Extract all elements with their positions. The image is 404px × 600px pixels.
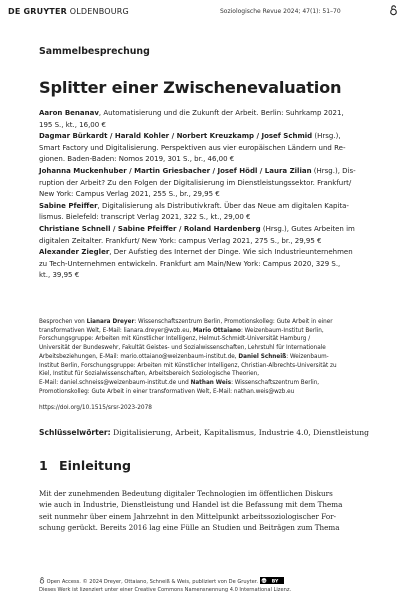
license-line: Dieses Werk ist lizenziert unter einer Creative Commons Namensnennung 4.0 International Lizenz. [39,587,292,593]
license-footer [39,577,291,594]
book-reference: Sabine Pfeiffer, Digitalisierung als Distributivkraft. Über das Neue am digitalen Kapita- [39,201,349,210]
keywords-list: Digitalisierung, Arbeit, Kapitalismus, Industrie 4.0, Dienstleistung [110,428,369,437]
reviewer-name: Lianara Dreyer [86,319,135,325]
body-text [39,488,359,534]
book-reference: Christiane Schnell / Sabine Pfeiffer / Roland Hardenberg (Hrsg.), Gutes Arbeiten im [39,224,355,233]
cc-license-icon [260,577,284,584]
svg-text:cc: cc [261,579,266,583]
book-reference: Aaron Benanav, Automatisierung und die Zukunft der Arbeit. Berlin: Suhrkamp 2021, [39,109,344,117]
journal-citation: Soziologische Revue 2024; 47(1): 51–70 [220,8,341,15]
publisher-name: DE GRUYTER [8,7,67,16]
article-title: Splitter einer Zwischenevaluation [39,78,342,97]
reviewed-books-list: Aaron Benanav, Automatisierung und die Zukunft der Arbeit. Berlin: Suhrkamp 2021, 195 S., kt., 16,00 € Dagmar Bürkardt / Harald Kohler / Norbert Kreuzkamp / Josef Schmid (Hrsg.), Smart Factory und Digitalisierung. Perspektiven aus vier europäischen Ländern und Re- gionen. Baden-Baden: Nomos 2019, 301 S., br., 46,00 € Johanna Muckenhuber / Martin Griesbacher / Josef Hödl / Laura Zilian (Hrsg.), Dis- ruption der Arbeit? Zu den Folgen der Digitalisierung im Dienstleistungssektor. Frankfurt/ New York: Campus Verlag 2021, 255 S., br., 29,95 € Sabine Pfeiffer, Digitalisierung als Distributivkraft. Über das Neue am digitalen Kapita- lismus. Bielefeld: transcript Verlag 2021, 322 S., kt., 29,00 € Christiane Schnell / Sabine Pfeiffer / Roland Hardenberg (Hrsg.), Gutes Arbeiten im digitalen Zeitalter. Frankfurt/ New York: campus Verlag 2021, 275 S., br., 29,95 € Alexander Ziegler, Der Aufstieg des Internet der Dinge. Wie sich Industrieunternehmen zu Tech-Unternehmen entwickeln. Frankfurt am Main/New York: Campus 2020, 329 S., kt., 39,95 € [39,108,359,282]
reviewer-affiliations: Besprochen von Lianara Dreyer: Wissenschaftszentrum Berlin, Promotionskolleg: Gute Arbeit in einer transformativen Welt, E-Mail: lianara.dreyer@wzb.eu, Mario Ottaiano: Weizenbaum-Institut Berlin, Forschungsgruppe: Arbeiten mit Künstlicher Intelligenz, Helmut-Schmidt-Universität Hamburg / Universität der Bundeswehr, Fakultät Geistes- und Sozialwissenschaften, Lehrstuhl für Internationale Arbeitsbeziehungen, E-Mail: mario.ottaiano@weizenbaum-institut.de, Daniel Schneiß: Weizenbaum- Institut Berlin, Forschungsgruppe: Arbeiten mit Künstlicher Intelligenz, Christian-Albrechts-Universität zu Kiel, Institut für Sozialwissenschaften, Arbeitsbereich Soziologische Theorien, E-Mail: daniel.schneiss@weizenbaum-institut.de und Nathan Weis: Wissenschaftszentrum Berlin, Promotionskolleg: Gute Arbeit in einer transformativen Welt, E-Mail: nathan.weis@wzb.eu [39,319,337,395]
copyright-line: Open Access. © 2024 Dreyer, Ottaiano, Schneiß & Weis, publiziert von De Gruyter. [46,579,258,585]
book-reference: Johanna Muckenhuber / Martin Griesbacher / Josef Hödl / Laura Zilian (Hrsg.), Dis- [39,166,356,175]
book-reference: Alexander Ziegler, Der Aufstieg des Internet der Dinge. Wie sich Industrieunternehmen [39,248,353,257]
license-badge: BY [271,579,278,584]
body-line: seit nunmehr über einem Jahrzehnt in den Mittelpunkt arbeitssoziologischer For- [39,511,337,521]
section-heading [39,458,131,473]
publisher-logo [8,7,129,16]
open-access-icon [39,577,45,584]
book-authors: Alexander Ziegler [39,248,110,257]
doi-link[interactable]: https://doi.org/10.1515/srsr-2023-2078 [39,405,152,411]
body-line: wie auch in Industrie, Dienstleistung und Handel ist die Befassung mit dem Thema [39,500,343,510]
publisher-imprint: OLDENBOURG [67,7,129,16]
reviewer-name: Nathan Weis [190,379,232,386]
book-reference: Dagmar Bürkardt / Harald Kohler / Norbert Kreuzkamp / Josef Schmid (Hrsg.), [39,132,341,141]
book-authors: Christiane Schnell / Sabine Pfeiffer / Roland Hardenberg [39,224,261,233]
section-title: Einleitung [59,458,132,473]
open-access-icon [389,5,398,16]
keywords-label: Schlüsselwörter: [39,428,111,437]
body-line: Mit der zunehmenden Bedeutung digitaler Technologien im öffentlichen Diskurs [39,489,333,498]
book-authors: Aaron Benanav [39,109,99,117]
reviewer-name: Mario Ottaiano [192,327,241,334]
book-authors: Sabine Pfeiffer [39,201,98,210]
book-authors: Dagmar Bürkardt / Harald Kohler / Norbert Kreuzkamp / Josef Schmid [39,132,313,141]
body-line: schung gerückt. Bereits 2016 lag eine Fülle an Studien und Beiträgen zum Thema [39,523,340,533]
book-authors: Johanna Muckenhuber / Martin Griesbacher / Josef Hödl / Laura Zilian [39,166,312,175]
keywords [39,428,369,437]
reviewer-name: Daniel Schneiß [238,353,287,360]
section-number: 1 [39,458,48,473]
article-type: Sammelbesprechung [39,46,150,57]
